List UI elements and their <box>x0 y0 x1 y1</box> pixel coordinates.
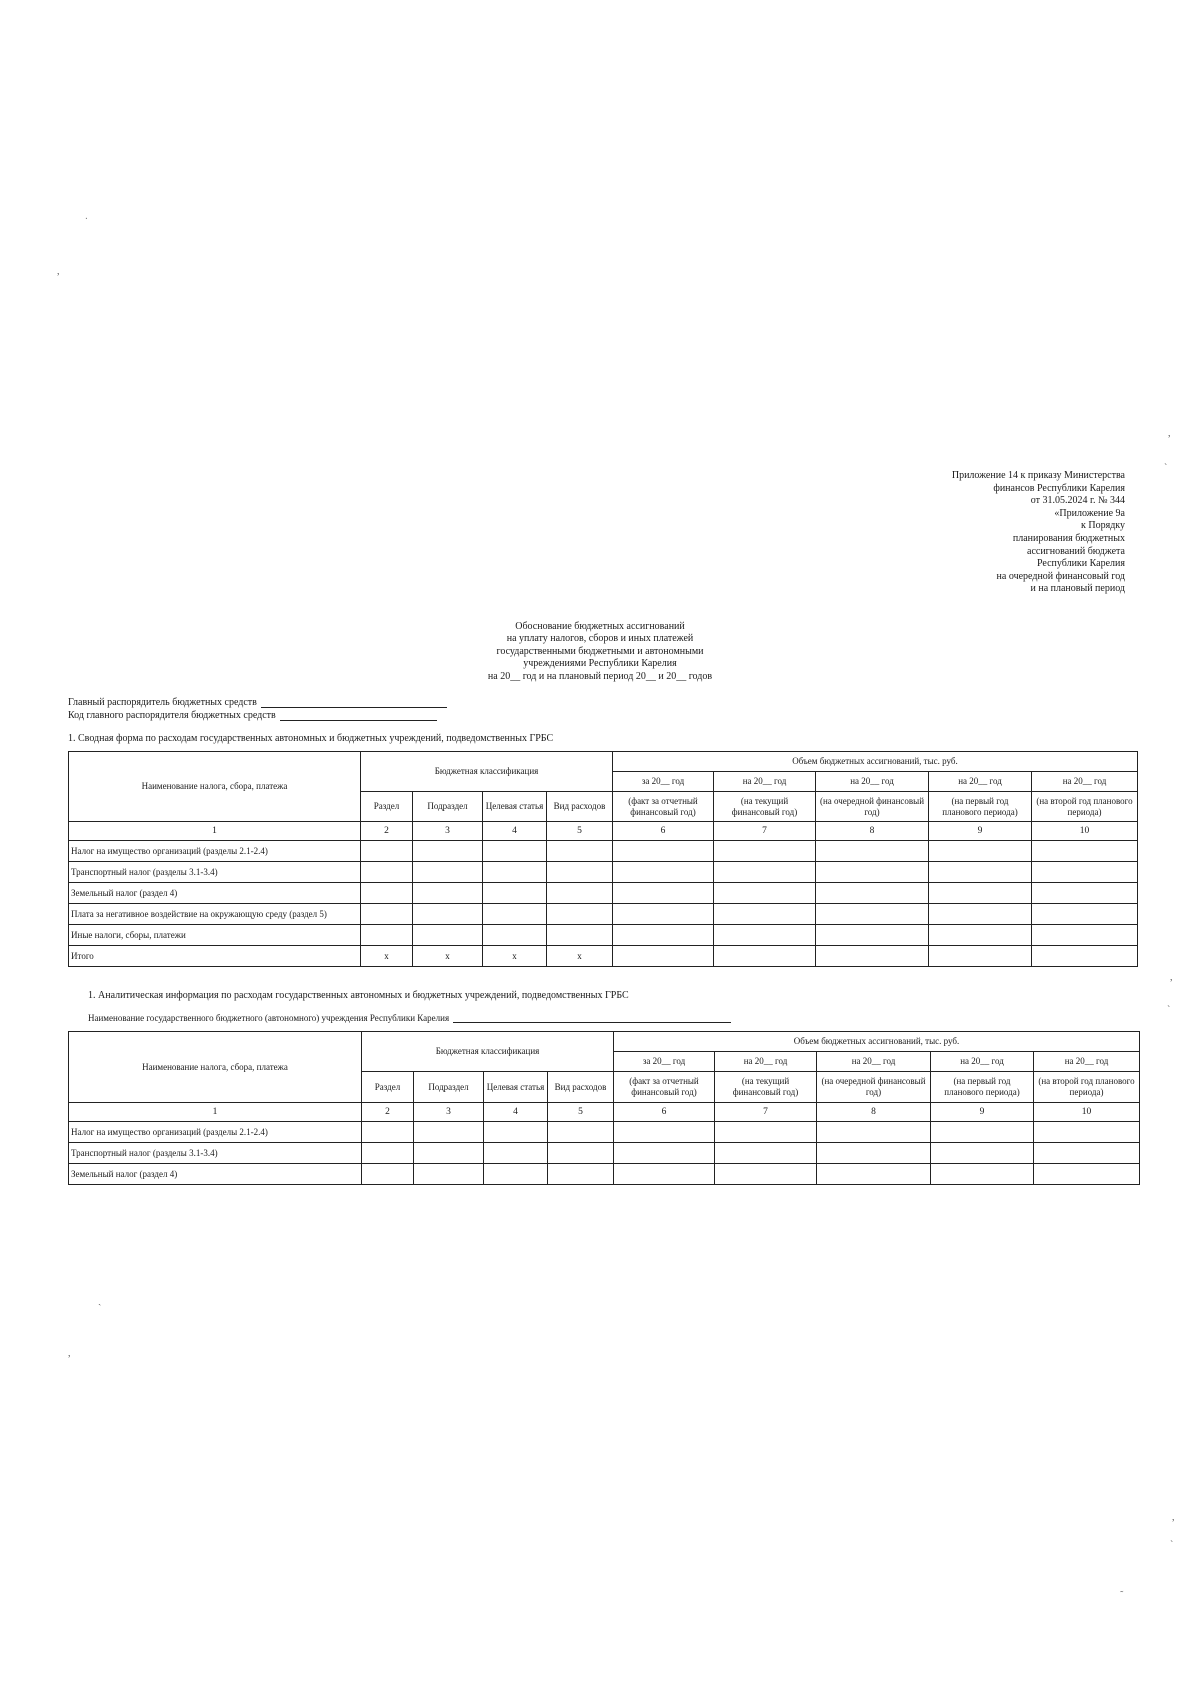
table-cell[interactable] <box>1032 946 1138 967</box>
title-line: на 20__ год и на плановый период 20__ и 20__ годов <box>487 670 713 682</box>
institution-blank[interactable] <box>453 1012 731 1023</box>
header-line: планирования бюджетных <box>1012 532 1125 544</box>
table-cell[interactable] <box>413 862 483 883</box>
table-cell[interactable] <box>931 1164 1034 1185</box>
table-cell[interactable] <box>483 883 547 904</box>
column-number: 6 <box>613 822 714 841</box>
table-cell[interactable] <box>816 841 929 862</box>
table-cell[interactable] <box>362 1164 414 1185</box>
title-line: государственными бюджетными и автономными <box>496 645 704 657</box>
total-row <box>69 946 1138 967</box>
table-cell[interactable] <box>929 883 1032 904</box>
header-line: к Порядку <box>1081 520 1125 532</box>
table-cell[interactable] <box>817 1122 931 1143</box>
header-tax-name: Наименование налога, сбора, платежа <box>69 1032 362 1103</box>
table-cell[interactable] <box>361 904 413 925</box>
table-cell[interactable] <box>613 904 714 925</box>
table-cell[interactable] <box>715 1164 817 1185</box>
row-label: Земельный налог (раздел 4) <box>69 883 361 904</box>
header-year: на 20__ год <box>715 1052 817 1072</box>
scan-speck: ˜ <box>1120 1590 1124 1601</box>
column-number: 7 <box>715 1103 817 1122</box>
scan-speck: ˑ <box>85 215 88 226</box>
table-cell[interactable] <box>929 946 1032 967</box>
column-number: 10 <box>1032 822 1138 841</box>
table-cell: x <box>413 946 483 967</box>
header-year: на 20__ год <box>1034 1052 1140 1072</box>
table-cell[interactable] <box>613 925 714 946</box>
table-cell[interactable] <box>929 925 1032 946</box>
table-cell[interactable] <box>414 1164 484 1185</box>
table-cell[interactable] <box>547 883 613 904</box>
table-cell[interactable] <box>816 862 929 883</box>
row-label: Транспортный налог (разделы 3.1-3.4) <box>69 862 361 883</box>
row-label: Иные налоги, сборы, платежи <box>69 925 361 946</box>
header-budget-volume: Объем бюджетных ассигнований, тыс. руб. <box>613 752 1138 772</box>
scan-speck: ˋ <box>1167 1005 1171 1016</box>
table-cell: x <box>483 946 547 967</box>
table-cell[interactable] <box>613 862 714 883</box>
table-cell[interactable] <box>548 1164 614 1185</box>
table-cell[interactable] <box>483 841 547 862</box>
header-year: на 20__ год <box>1032 772 1138 792</box>
header-line: ассигнований бюджета <box>1027 545 1125 557</box>
row-label: Транспортный налог (разделы 3.1-3.4) <box>69 1143 362 1164</box>
summary-table <box>68 751 1138 967</box>
table-cell[interactable] <box>929 841 1032 862</box>
table-cell[interactable] <box>483 904 547 925</box>
column-number: 3 <box>414 1103 484 1122</box>
header-section: Раздел <box>361 792 413 822</box>
table-cell: x <box>361 946 413 967</box>
table-cell[interactable] <box>414 1122 484 1143</box>
header-year: за 20__ год <box>613 772 714 792</box>
header-section: Раздел <box>362 1072 414 1103</box>
row-label: Плата за негативное воздействие на окружающую среду (раздел 5) <box>69 904 361 925</box>
scan-speck: , <box>1172 1512 1175 1523</box>
header-line: финансов Республики Карелия <box>993 482 1125 494</box>
column-number: 3 <box>413 822 483 841</box>
header-budget-volume: Объем бюджетных ассигнований, тыс. руб. <box>614 1032 1140 1052</box>
column-number: 10 <box>1034 1103 1140 1122</box>
table-cell[interactable] <box>483 862 547 883</box>
table-cell[interactable] <box>613 883 714 904</box>
table-cell[interactable] <box>1034 1164 1140 1185</box>
header-year-note: (на текущий финансовый год) <box>714 792 816 822</box>
header-year-note: (на второй год планового периода) <box>1032 792 1138 822</box>
column-number: 9 <box>929 822 1032 841</box>
header-year: на 20__ год <box>816 772 929 792</box>
table-cell[interactable] <box>362 1143 414 1164</box>
grbs-name-blank[interactable] <box>261 697 447 708</box>
table-row <box>69 904 1138 925</box>
table-cell[interactable] <box>714 862 816 883</box>
analytics-table <box>68 1031 1140 1185</box>
column-number: 5 <box>548 1103 614 1122</box>
row-label: Итого <box>69 946 361 967</box>
table-cell[interactable] <box>714 841 816 862</box>
section1-title: 1. Сводная форма по расходам государственных автономных и бюджетных учреждений, подведомственных ГРБС <box>68 733 554 744</box>
header-year-note: (на очередной финансовый год) <box>817 1072 931 1103</box>
table-cell[interactable] <box>1032 904 1138 925</box>
table-cell[interactable] <box>931 1122 1034 1143</box>
table-cell[interactable] <box>816 883 929 904</box>
header-year: на 20__ год <box>929 772 1032 792</box>
table-cell[interactable] <box>547 904 613 925</box>
header-year: за 20__ год <box>614 1052 715 1072</box>
table-cell[interactable] <box>484 1122 548 1143</box>
table-cell[interactable] <box>1032 883 1138 904</box>
header-year-note: (факт за отчетный финансовый год) <box>613 792 714 822</box>
header-line: и на плановый период <box>1030 583 1125 595</box>
column-number: 1 <box>69 1103 362 1122</box>
grbs-name-label: Главный распорядитель бюджетных средств <box>68 697 257 708</box>
column-number: 6 <box>614 1103 715 1122</box>
grbs-code-label: Код главного распорядителя бюджетных средств <box>68 710 276 721</box>
table-cell[interactable] <box>714 946 816 967</box>
header-expense-type: Вид расходов <box>548 1072 614 1103</box>
table-cell[interactable] <box>413 841 483 862</box>
table-cell[interactable] <box>361 925 413 946</box>
header-year-note: (на очередной финансовый год) <box>816 792 929 822</box>
table-cell[interactable] <box>362 1122 414 1143</box>
grbs-code-blank[interactable] <box>280 710 437 721</box>
column-number: 5 <box>547 822 613 841</box>
table-cell: x <box>547 946 613 967</box>
table-cell[interactable] <box>714 904 816 925</box>
table-cell[interactable] <box>816 904 929 925</box>
section2-title: 1. Аналитическая информация по расходам государственных автономных и бюджетных учреждений, подведомственных ГРБС <box>88 990 629 1001</box>
table-cell[interactable] <box>929 862 1032 883</box>
table-cell[interactable] <box>715 1143 817 1164</box>
table-cell[interactable] <box>484 1164 548 1185</box>
column-number: 8 <box>817 1103 931 1122</box>
column-number: 4 <box>484 1103 548 1122</box>
table-cell[interactable] <box>361 883 413 904</box>
grbs-code-field <box>68 710 437 721</box>
document-title <box>0 621 1200 683</box>
table-cell[interactable] <box>715 1122 817 1143</box>
header-line: «Приложение 9а <box>1054 507 1125 519</box>
header-line: на очередной финансовый год <box>996 570 1125 582</box>
table-cell[interactable] <box>413 883 483 904</box>
table-cell[interactable] <box>548 1143 614 1164</box>
table-row <box>69 841 1138 862</box>
scan-speck: , <box>1168 428 1171 439</box>
header-year: на 20__ год <box>714 772 816 792</box>
table-cell[interactable] <box>714 925 816 946</box>
table-cell[interactable] <box>929 904 1032 925</box>
table-cell[interactable] <box>816 925 929 946</box>
table-cell[interactable] <box>714 883 816 904</box>
table-row <box>69 1143 1140 1164</box>
table-cell[interactable] <box>931 1143 1034 1164</box>
header-line: от 31.05.2024 г. № 344 <box>1030 495 1125 507</box>
row-label: Земельный налог (раздел 4) <box>69 1164 362 1185</box>
header-year-note: (факт за отчетный финансовый год) <box>614 1072 715 1103</box>
grbs-name-field <box>68 697 447 708</box>
column-number: 9 <box>931 1103 1034 1122</box>
table-cell[interactable] <box>413 904 483 925</box>
header-tax-name: Наименование налога, сбора, платежа <box>69 752 361 822</box>
table-cell[interactable] <box>361 862 413 883</box>
column-number: 8 <box>816 822 929 841</box>
title-line: на уплату налогов, сборов и иных платежей <box>506 633 694 645</box>
table-cell[interactable] <box>1032 925 1138 946</box>
table-cell[interactable] <box>413 925 483 946</box>
column-number: 7 <box>714 822 816 841</box>
column-number: 1 <box>69 822 361 841</box>
table-cell[interactable] <box>414 1143 484 1164</box>
column-number: 2 <box>362 1103 414 1122</box>
table-cell[interactable] <box>548 1122 614 1143</box>
table-row <box>69 1164 1140 1185</box>
header-year-note: (на первый год планового периода) <box>929 792 1032 822</box>
table-cell[interactable] <box>1034 1122 1140 1143</box>
table-cell[interactable] <box>613 841 714 862</box>
scan-speck: ˋ <box>1170 1540 1174 1551</box>
institution-label: Наименование государственного бюджетного (автономного) учреждения Республики Карелия <box>88 1013 450 1023</box>
header-target-item: Целевая статья <box>483 792 547 822</box>
scan-speck: ˋ <box>1164 463 1168 474</box>
header-budget-classification: Бюджетная классификация <box>361 752 613 792</box>
table-cell[interactable] <box>1034 1143 1140 1164</box>
table-cell[interactable] <box>613 946 714 967</box>
header-budget-classification: Бюджетная классификация <box>362 1032 614 1072</box>
attachment-header <box>952 470 1125 596</box>
table-row <box>69 862 1138 883</box>
header-year-note: (на первый год планового периода) <box>931 1072 1034 1103</box>
header-subsection: Подраздел <box>413 792 483 822</box>
header-line: Республики Карелия <box>1036 558 1125 570</box>
scan-speck: , <box>1170 972 1173 983</box>
column-number: 2 <box>361 822 413 841</box>
header-year: на 20__ год <box>931 1052 1034 1072</box>
header-year-note: (на второй год планового периода) <box>1034 1072 1140 1103</box>
scan-speck: , <box>57 266 60 277</box>
table-cell[interactable] <box>817 1143 931 1164</box>
header-target-item: Целевая статья <box>484 1072 548 1103</box>
header-line: Приложение 14 к приказу Министерства <box>951 470 1125 481</box>
scan-speck: ˏ <box>98 1295 102 1306</box>
table-cell[interactable] <box>1032 862 1138 883</box>
table-cell[interactable] <box>817 1164 931 1185</box>
table-cell[interactable] <box>816 946 929 967</box>
table-cell[interactable] <box>547 925 613 946</box>
institution-field <box>88 1012 731 1023</box>
table-cell[interactable] <box>547 841 613 862</box>
header-expense-type: Вид расходов <box>547 792 613 822</box>
table-cell[interactable] <box>1032 841 1138 862</box>
scan-speck: , <box>68 1348 71 1359</box>
row-label: Налог на имущество организаций (разделы 2.1-2.4) <box>69 1122 362 1143</box>
table-row <box>69 1122 1140 1143</box>
table-cell[interactable] <box>483 925 547 946</box>
header-year-note: (на текущий финансовый год) <box>715 1072 817 1103</box>
title-line: Обоснование бюджетных ассигнований <box>515 621 685 632</box>
table-cell[interactable] <box>614 1122 715 1143</box>
table-cell[interactable] <box>614 1143 715 1164</box>
table-cell[interactable] <box>614 1164 715 1185</box>
table-cell[interactable] <box>484 1143 548 1164</box>
table-row <box>69 925 1138 946</box>
row-label: Налог на имущество организаций (разделы 2.1-2.4) <box>69 841 361 862</box>
header-subsection: Подраздел <box>414 1072 484 1103</box>
table-cell[interactable] <box>547 862 613 883</box>
table-row <box>69 883 1138 904</box>
column-number: 4 <box>483 822 547 841</box>
title-line: учреждениями Республики Карелия <box>523 658 677 670</box>
table-cell[interactable] <box>361 841 413 862</box>
header-year: на 20__ год <box>817 1052 931 1072</box>
